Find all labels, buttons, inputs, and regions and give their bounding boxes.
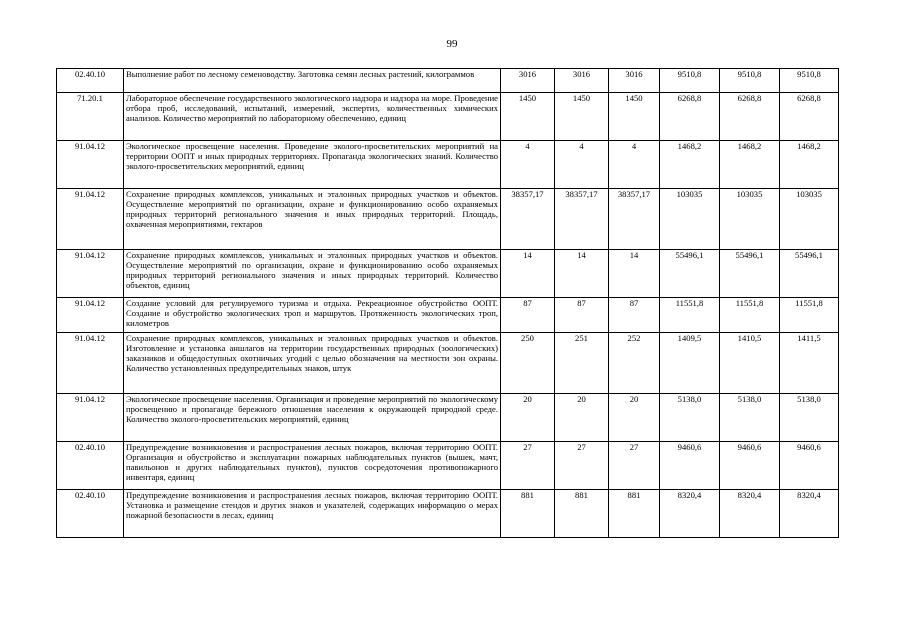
row-value: 1450 xyxy=(555,93,609,141)
row-value: 8320,4 xyxy=(780,490,839,538)
row-value: 27 xyxy=(609,442,660,490)
row-code: 91.04.12 xyxy=(57,298,124,333)
row-value: 3016 xyxy=(609,69,660,93)
row-value: 5138,0 xyxy=(720,394,780,442)
row-value: 20 xyxy=(609,394,660,442)
row-value: 11551,8 xyxy=(720,298,780,333)
row-value: 1411,5 xyxy=(780,333,839,394)
row-value: 8320,4 xyxy=(720,490,780,538)
row-value: 1468,2 xyxy=(780,141,839,189)
row-value: 8320,4 xyxy=(660,490,720,538)
row-value: 38357,17 xyxy=(555,189,609,250)
row-value: 1468,2 xyxy=(660,141,720,189)
row-value: 9460,6 xyxy=(660,442,720,490)
row-code: 91.04.12 xyxy=(57,394,124,442)
row-value: 27 xyxy=(555,442,609,490)
row-description: Экологическое просвещение населения. Организация и проведение мероприятий по экологическому просвещению и пропаганде бережного отношения населения к окружающей природной среде. Количество эколого-просветительских мероприятий, единиц xyxy=(124,394,501,442)
row-value: 5138,0 xyxy=(660,394,720,442)
row-value: 3016 xyxy=(501,69,555,93)
row-value: 1410,5 xyxy=(720,333,780,394)
row-value: 55496,1 xyxy=(720,250,780,298)
row-value: 14 xyxy=(501,250,555,298)
row-value: 38357,17 xyxy=(501,189,555,250)
table-row xyxy=(57,141,839,189)
row-value: 87 xyxy=(501,298,555,333)
row-value: 4 xyxy=(609,141,660,189)
table-row xyxy=(57,298,839,333)
row-value: 11551,8 xyxy=(660,298,720,333)
row-description: Предупреждение возникновения и распространения лесных пожаров, включая территорию ООПТ. Организация и обустройство и эксплуатации пожарных наблюдательных пунктов (вышек, мачт, павильонов и других наблюдательных пунктов), пунктов сосредоточения противопожарного инвентаря, единиц xyxy=(124,442,501,490)
row-code: 91.04.12 xyxy=(57,333,124,394)
row-value: 27 xyxy=(501,442,555,490)
row-value: 6268,8 xyxy=(780,93,839,141)
row-value: 38357,17 xyxy=(609,189,660,250)
table-row xyxy=(57,442,839,490)
row-code: 91.04.12 xyxy=(57,189,124,250)
row-value: 9460,6 xyxy=(720,442,780,490)
row-value: 881 xyxy=(501,490,555,538)
row-value: 881 xyxy=(609,490,660,538)
table-row xyxy=(57,189,839,250)
row-code: 02.40.10 xyxy=(57,69,124,93)
row-value: 1409,5 xyxy=(660,333,720,394)
row-value: 11551,8 xyxy=(780,298,839,333)
row-value: 103035 xyxy=(660,189,720,250)
row-value: 14 xyxy=(555,250,609,298)
table-row xyxy=(57,333,839,394)
row-value: 9510,8 xyxy=(780,69,839,93)
row-value: 20 xyxy=(501,394,555,442)
services-table xyxy=(56,68,839,538)
row-code: 91.04.12 xyxy=(57,250,124,298)
row-value: 14 xyxy=(609,250,660,298)
page-number: 99 xyxy=(446,38,458,50)
row-description: Предупреждение возникновения и распространения лесных пожаров, включая территорию ООПТ. Установка и размещение стендов и других знаков и указателей, содержащих информацию о мерах пожарной безопасности в лесах, единиц xyxy=(124,490,501,538)
row-value: 1468,2 xyxy=(720,141,780,189)
row-code: 02.40.10 xyxy=(57,490,124,538)
row-value: 87 xyxy=(609,298,660,333)
row-value: 9510,8 xyxy=(720,69,780,93)
row-value: 4 xyxy=(501,141,555,189)
row-description: Лабораторное обеспечение государственного экологического надзора и надзора на море. Проведение отбора проб, исследований, испытаний, измерений, экспертиз, количественных химических анализов. Количество мероприятий по лабораторному обеспечению, единиц xyxy=(124,93,501,141)
row-description: Экологическое просвещение населения. Проведение эколого-просветительских мероприятий на территории ООПТ и иных природных территориях. Пропаганда экологических знаний. Количество эколого-просветительских мероприятий, единиц xyxy=(124,141,501,189)
row-description: Выполнение работ по лесному семеноводству. Заготовка семян лесных растений, килограммов xyxy=(124,69,501,93)
row-value: 1450 xyxy=(501,93,555,141)
row-code: 91.04.12 xyxy=(57,141,124,189)
row-value: 1450 xyxy=(609,93,660,141)
row-value: 20 xyxy=(555,394,609,442)
row-value: 55496,1 xyxy=(780,250,839,298)
table-row xyxy=(57,93,839,141)
row-description: Сохранение природных комплексов, уникальных и эталонных природных участков и объектов. Осуществление мероприятий по организации, охране и функционированию особо охраняемых природных территорий регионального значения и иных природных территорий. Количество объектов, единиц xyxy=(124,250,501,298)
row-value: 6268,8 xyxy=(660,93,720,141)
row-value: 6268,8 xyxy=(720,93,780,141)
table-row xyxy=(57,490,839,538)
row-value: 9510,8 xyxy=(660,69,720,93)
table-row xyxy=(57,69,839,93)
row-code: 71.20.1 xyxy=(57,93,124,141)
row-value: 4 xyxy=(555,141,609,189)
row-value: 3016 xyxy=(555,69,609,93)
row-value: 252 xyxy=(609,333,660,394)
row-code: 02.40.10 xyxy=(57,442,124,490)
row-value: 103035 xyxy=(720,189,780,250)
row-value: 87 xyxy=(555,298,609,333)
row-value: 250 xyxy=(501,333,555,394)
table-row xyxy=(57,250,839,298)
row-description: Создание условий для регулируемого туризма и отдыха. Рекреационное обустройство ООПТ. Создание и обустройство экологических троп и маршрутов. Протяженность экологических троп, километров xyxy=(124,298,501,333)
table-row xyxy=(57,394,839,442)
row-value: 55496,1 xyxy=(660,250,720,298)
row-value: 103035 xyxy=(780,189,839,250)
row-value: 9460,6 xyxy=(780,442,839,490)
row-value: 251 xyxy=(555,333,609,394)
row-description: Сохранение природных комплексов, уникальных и эталонных природных участков и объектов. Осуществление мероприятий по организации, охране и функционированию особо охраняемых природных территорий регионального значения и иных природных территорий. Площадь, охваченная мероприятиями, гектаров xyxy=(124,189,501,250)
row-value: 5138,0 xyxy=(780,394,839,442)
row-value: 881 xyxy=(555,490,609,538)
row-description: Сохранение природных комплексов, уникальных и эталонных природных участков и объектов. Изготовление и установка аншлагов на территории государственных природных (зоологических) заказников и общедоступных охотничьих угодий с целью обозначения на местности зон охраны. Количество установленных предупредительных знаков, штук xyxy=(124,333,501,394)
